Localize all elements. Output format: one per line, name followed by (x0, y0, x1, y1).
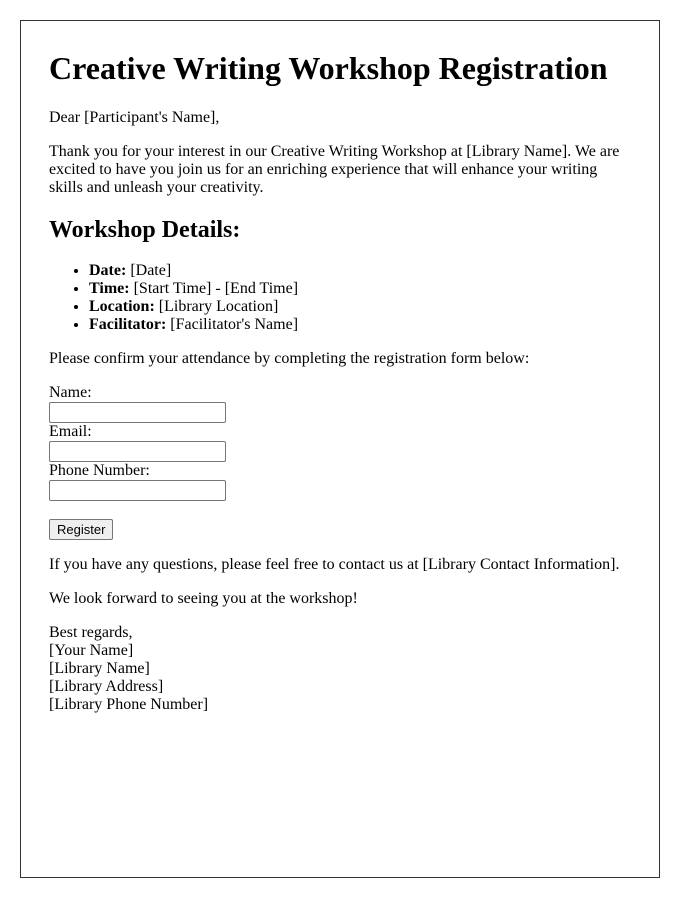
page-title: Creative Writing Workshop Registration (49, 50, 608, 86)
letter-container (20, 20, 660, 878)
phone-input[interactable] (49, 480, 226, 501)
greeting: Dear [Participant's Name], (49, 109, 220, 126)
signature-library-phone: [Library Phone Number] (49, 696, 209, 713)
email-input[interactable] (49, 441, 226, 462)
look-forward-text: We look forward to seeing you at the workshop! (49, 590, 358, 607)
detail-value: [Start Time] - [End Time] (133, 280, 299, 297)
signature-your-name: [Your Name] (49, 642, 134, 659)
confirm-text: Please confirm your attendance by completing the registration form below: (49, 350, 530, 367)
register-button[interactable]: Register (49, 519, 113, 540)
name-label: Name: (49, 384, 92, 401)
workshop-details-heading: Workshop Details: (49, 217, 241, 243)
signature-block (49, 624, 631, 714)
detail-label: Location: (89, 298, 155, 315)
detail-value: [Library Location] (158, 298, 279, 315)
signature-library-address: [Library Address] (49, 678, 164, 695)
detail-label: Facilitator: (89, 316, 167, 333)
questions-text: If you have any questions, please feel free to contact us at [Library Contact Information]. (49, 556, 620, 573)
detail-value: [Date] (130, 262, 172, 279)
detail-item-date (89, 262, 631, 280)
email-label: Email: (49, 423, 92, 440)
detail-label: Time: (89, 280, 130, 297)
detail-item-time (89, 280, 631, 298)
detail-value: [Facilitator's Name] (170, 316, 299, 333)
phone-label: Phone Number: (49, 462, 150, 479)
signature-library-name: [Library Name] (49, 660, 150, 677)
name-input[interactable] (49, 402, 226, 423)
registration-form (49, 384, 631, 540)
workshop-details-list (49, 262, 631, 334)
detail-item-facilitator (89, 316, 631, 334)
detail-item-location (89, 298, 631, 316)
closing-regards: Best regards, (49, 624, 133, 641)
detail-label: Date: (89, 262, 127, 279)
intro-paragraph: Thank you for your interest in our Creative Writing Workshop at [Library Name]. We are excited to have you join us for an enriching experience that will enhance your writing skills and unleash your creativity. (49, 143, 620, 196)
